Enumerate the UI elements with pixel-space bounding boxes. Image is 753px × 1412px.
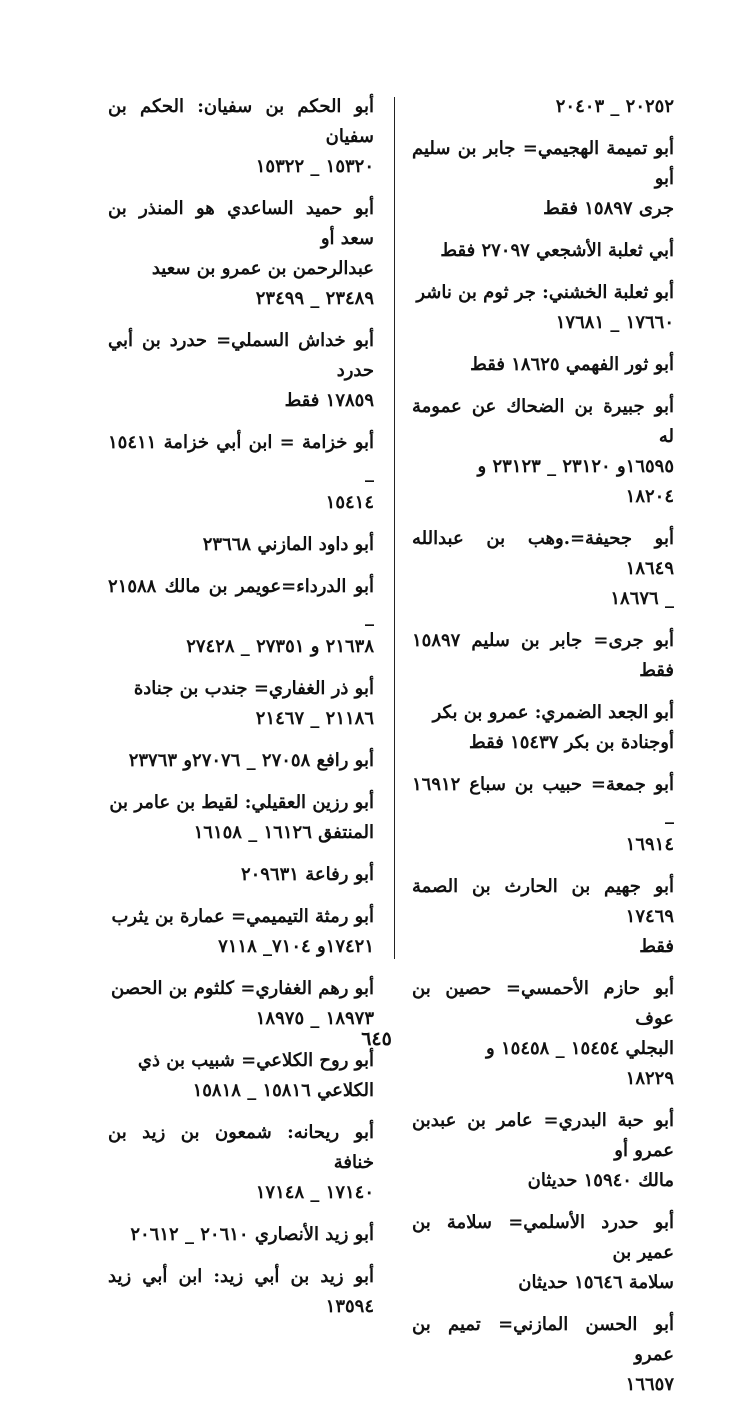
- index-entry-line: أبو زيد الأنصاري ٢٠٦١٠ _ ٢٠٦١٢: [130, 1224, 374, 1245]
- index-entry: [108, 1220, 374, 1250]
- index-entry-line: أبو جمعة= حبيب بن سباع ١٦٩١٢ _: [412, 774, 674, 825]
- index-entry-line: فقط: [639, 936, 674, 957]
- index-entry-line: البجلي ١٥٤٥٤ _ ١٥٤٥٨ و: [486, 1038, 674, 1059]
- index-entry-line: أبو حبة البدري= عامر بن عبدبن عمرو أو: [412, 1110, 674, 1161]
- index-entry-line: أبو حدرد الأسلمي= سلامة بن عمير بن: [412, 1212, 674, 1263]
- index-entry: [412, 134, 674, 224]
- index-entry: [108, 428, 374, 518]
- index-entry: [412, 1208, 674, 1298]
- index-entry-line: أبو ريحانه: شمعون بن زيد بن خنافة: [108, 1122, 374, 1173]
- index-entry: [412, 770, 674, 860]
- column-divider: [394, 97, 395, 959]
- index-entry-line: أبو ذر الغفاري= جندب بن جنادة: [133, 678, 374, 699]
- index-column-right: [412, 92, 674, 1412]
- index-entry-line: أبو خزامة = ابن أبي خزامة ١٥٤١١ _: [108, 432, 374, 483]
- index-entry: [108, 746, 374, 776]
- index-entry-line: ١٧٦٦٠ _ ١٧٦٨١: [555, 312, 674, 333]
- index-entry: [108, 1262, 374, 1322]
- index-entry-line: عبدالرحمن بن عمرو بن سعيد: [151, 258, 374, 279]
- index-entry: [108, 974, 374, 1034]
- index-entry-line: أبو جهيم بن الحارث بن الصمة ١٧٤٦٩: [412, 876, 674, 927]
- index-entry-line: ١٨٢٢٩: [625, 1068, 674, 1089]
- index-entry-line: ١٨٩٧٣ _ ١٨٩٧٥: [255, 1008, 374, 1029]
- index-entry-line: أبو ثور الفهمي ١٨٦٢٥ فقط: [470, 354, 674, 375]
- index-entry-line: أبو الدرداء=عويمر بن مالك ٢١٥٨٨ _: [108, 576, 374, 627]
- index-column-left: [108, 92, 374, 1334]
- index-entry: [108, 674, 374, 734]
- index-entry-line: أبو رزين العقيلي: لقيط بن عامر بن: [109, 792, 374, 813]
- index-entry-line: ٢٠٢٥٢ _ ٢٠٤٠٣: [555, 96, 674, 117]
- index-entry: [412, 278, 674, 338]
- index-entry: [108, 530, 374, 560]
- index-entry-line: أبو الجعد الضمري: عمرو بن بكر: [432, 702, 674, 723]
- index-entry-line: أبو خداش السملي= حدرد بن أبي حدرد: [108, 330, 374, 381]
- index-entry: [412, 872, 674, 962]
- index-entry-line: ٢١٦٣٨ و ٢٧٣٥١ _ ٢٧٤٢٨: [186, 636, 374, 657]
- index-entry-line: أبو حازم الأحمسي= حصين بن عوف: [412, 978, 674, 1029]
- index-entry-line: ١٧١٤٠ _ ١٧١٤٨: [255, 1182, 374, 1203]
- index-entry-line: ٢٣٤٨٩ _ ٢٣٤٩٩: [255, 288, 374, 309]
- index-entry: [412, 392, 674, 512]
- index-entry-line: أبو حميد الساعدي هو المنذر بن سعد أو: [108, 198, 374, 249]
- index-entry-line: ١٧٨٥٩ فقط: [284, 390, 374, 411]
- index-entry-line: أبو ثعلبة الخشني: جر ثوم بن ناشر: [416, 282, 674, 303]
- index-entry-line: أوجنادة بن بكر ١٥٤٣٧ فقط: [469, 732, 674, 753]
- page-number: ٦٤٥: [361, 1028, 392, 1050]
- index-entry: [108, 326, 374, 416]
- index-entry-line: ١٦٩١٤: [625, 834, 674, 855]
- index-entry: [412, 92, 674, 122]
- index-entry-line: ١٦٥٩٥و ٢٣١٢٠ _ ٢٣١٢٣ و: [477, 456, 674, 477]
- index-entry: [108, 572, 374, 662]
- index-entry-line: ٢١١٨٦ _ ٢١٤٦٧: [255, 708, 374, 729]
- index-entry: [412, 350, 674, 380]
- index-entry-line: ١٥٤١٤: [325, 492, 374, 513]
- index-entry-line: أبو الحسن المازني= تميم بن عمرو: [412, 1314, 674, 1365]
- index-entry-line: أبو رمثة التيميمي= عمارة بن يثرب: [111, 906, 374, 927]
- index-entry: [108, 860, 374, 890]
- index-entry: [412, 1106, 674, 1196]
- index-entry-line: جرى ١٥٨٩٧ فقط: [543, 198, 674, 219]
- index-entry-line: ١٨٢٠٤: [625, 486, 674, 507]
- index-entry-line: سلامة ١٥٦٤٦ حديثان: [518, 1272, 674, 1293]
- index-entry-line: أبو جحيفة=.وهب بن عبدالله ١٨٦٤٩: [412, 528, 674, 579]
- index-entry-line: أبو داود المازني ٢٣٦٦٨: [202, 534, 374, 555]
- index-entry-line: أبو زيد بن أبي زيد: ابن أبي زيد ١٣٥٩٤: [108, 1266, 374, 1317]
- index-entry-line: أبو روح الكلاعي= شبيب بن ذي: [137, 1050, 374, 1071]
- index-entry: [108, 1118, 374, 1208]
- index-entry-line: الكلاعي ١٥٨١٦ _ ١٥٨١٨: [192, 1080, 374, 1101]
- index-entry-line: مالك ١٥٩٤٠ حديثان: [527, 1170, 674, 1191]
- index-entry: [108, 788, 374, 848]
- index-entry-line: المنتفق ١٦١٢٦ _ ١٦١٥٨: [193, 822, 374, 843]
- index-entry: [412, 1310, 674, 1400]
- index-entry: [412, 524, 674, 614]
- index-entry: [412, 236, 674, 266]
- index-entry-line: _ ١٨٦٧٦: [610, 588, 674, 609]
- index-entry-line: أبو جرى= جابر بن سليم ١٥٨٩٧ فقط: [412, 630, 674, 681]
- index-entry-line: ١٦٦٥٧: [625, 1374, 674, 1395]
- index-entry: [108, 92, 374, 182]
- index-entry-line: ١٥٣٢٠ _ ١٥٣٢٢: [255, 156, 374, 177]
- index-entry: [108, 902, 374, 962]
- index-entry-line: أبو الحكم بن سفيان: الحكم بن سفيان: [108, 96, 374, 147]
- index-entry-line: أبو رهم الغفاري= كلثوم بن الحصن: [111, 978, 374, 999]
- index-entry-line: ١٧٤٢١و ٧١٠٤_ ٧١١٨: [218, 936, 374, 957]
- index-entry-line: أبو رفاعة ٢٠٩٦٣١: [240, 864, 374, 885]
- index-entry-line: أبو رافع ٢٧٠٥٨ _ ٢٧٠٧٦و ٢٣٧٦٣: [128, 750, 374, 771]
- index-entry: [412, 698, 674, 758]
- index-entry: [412, 626, 674, 686]
- index-entry-line: أبو جبيرة بن الضحاك عن عمومة له: [412, 396, 674, 447]
- index-entry: [108, 1046, 374, 1106]
- index-entry-line: أبو تميمة الهجيمي= جابر بن سليم أبو: [412, 138, 674, 189]
- index-entry: [108, 194, 374, 314]
- index-entry-line: أبي ثعلبة الأشجعي ٢٧٠٩٧ فقط: [440, 240, 674, 261]
